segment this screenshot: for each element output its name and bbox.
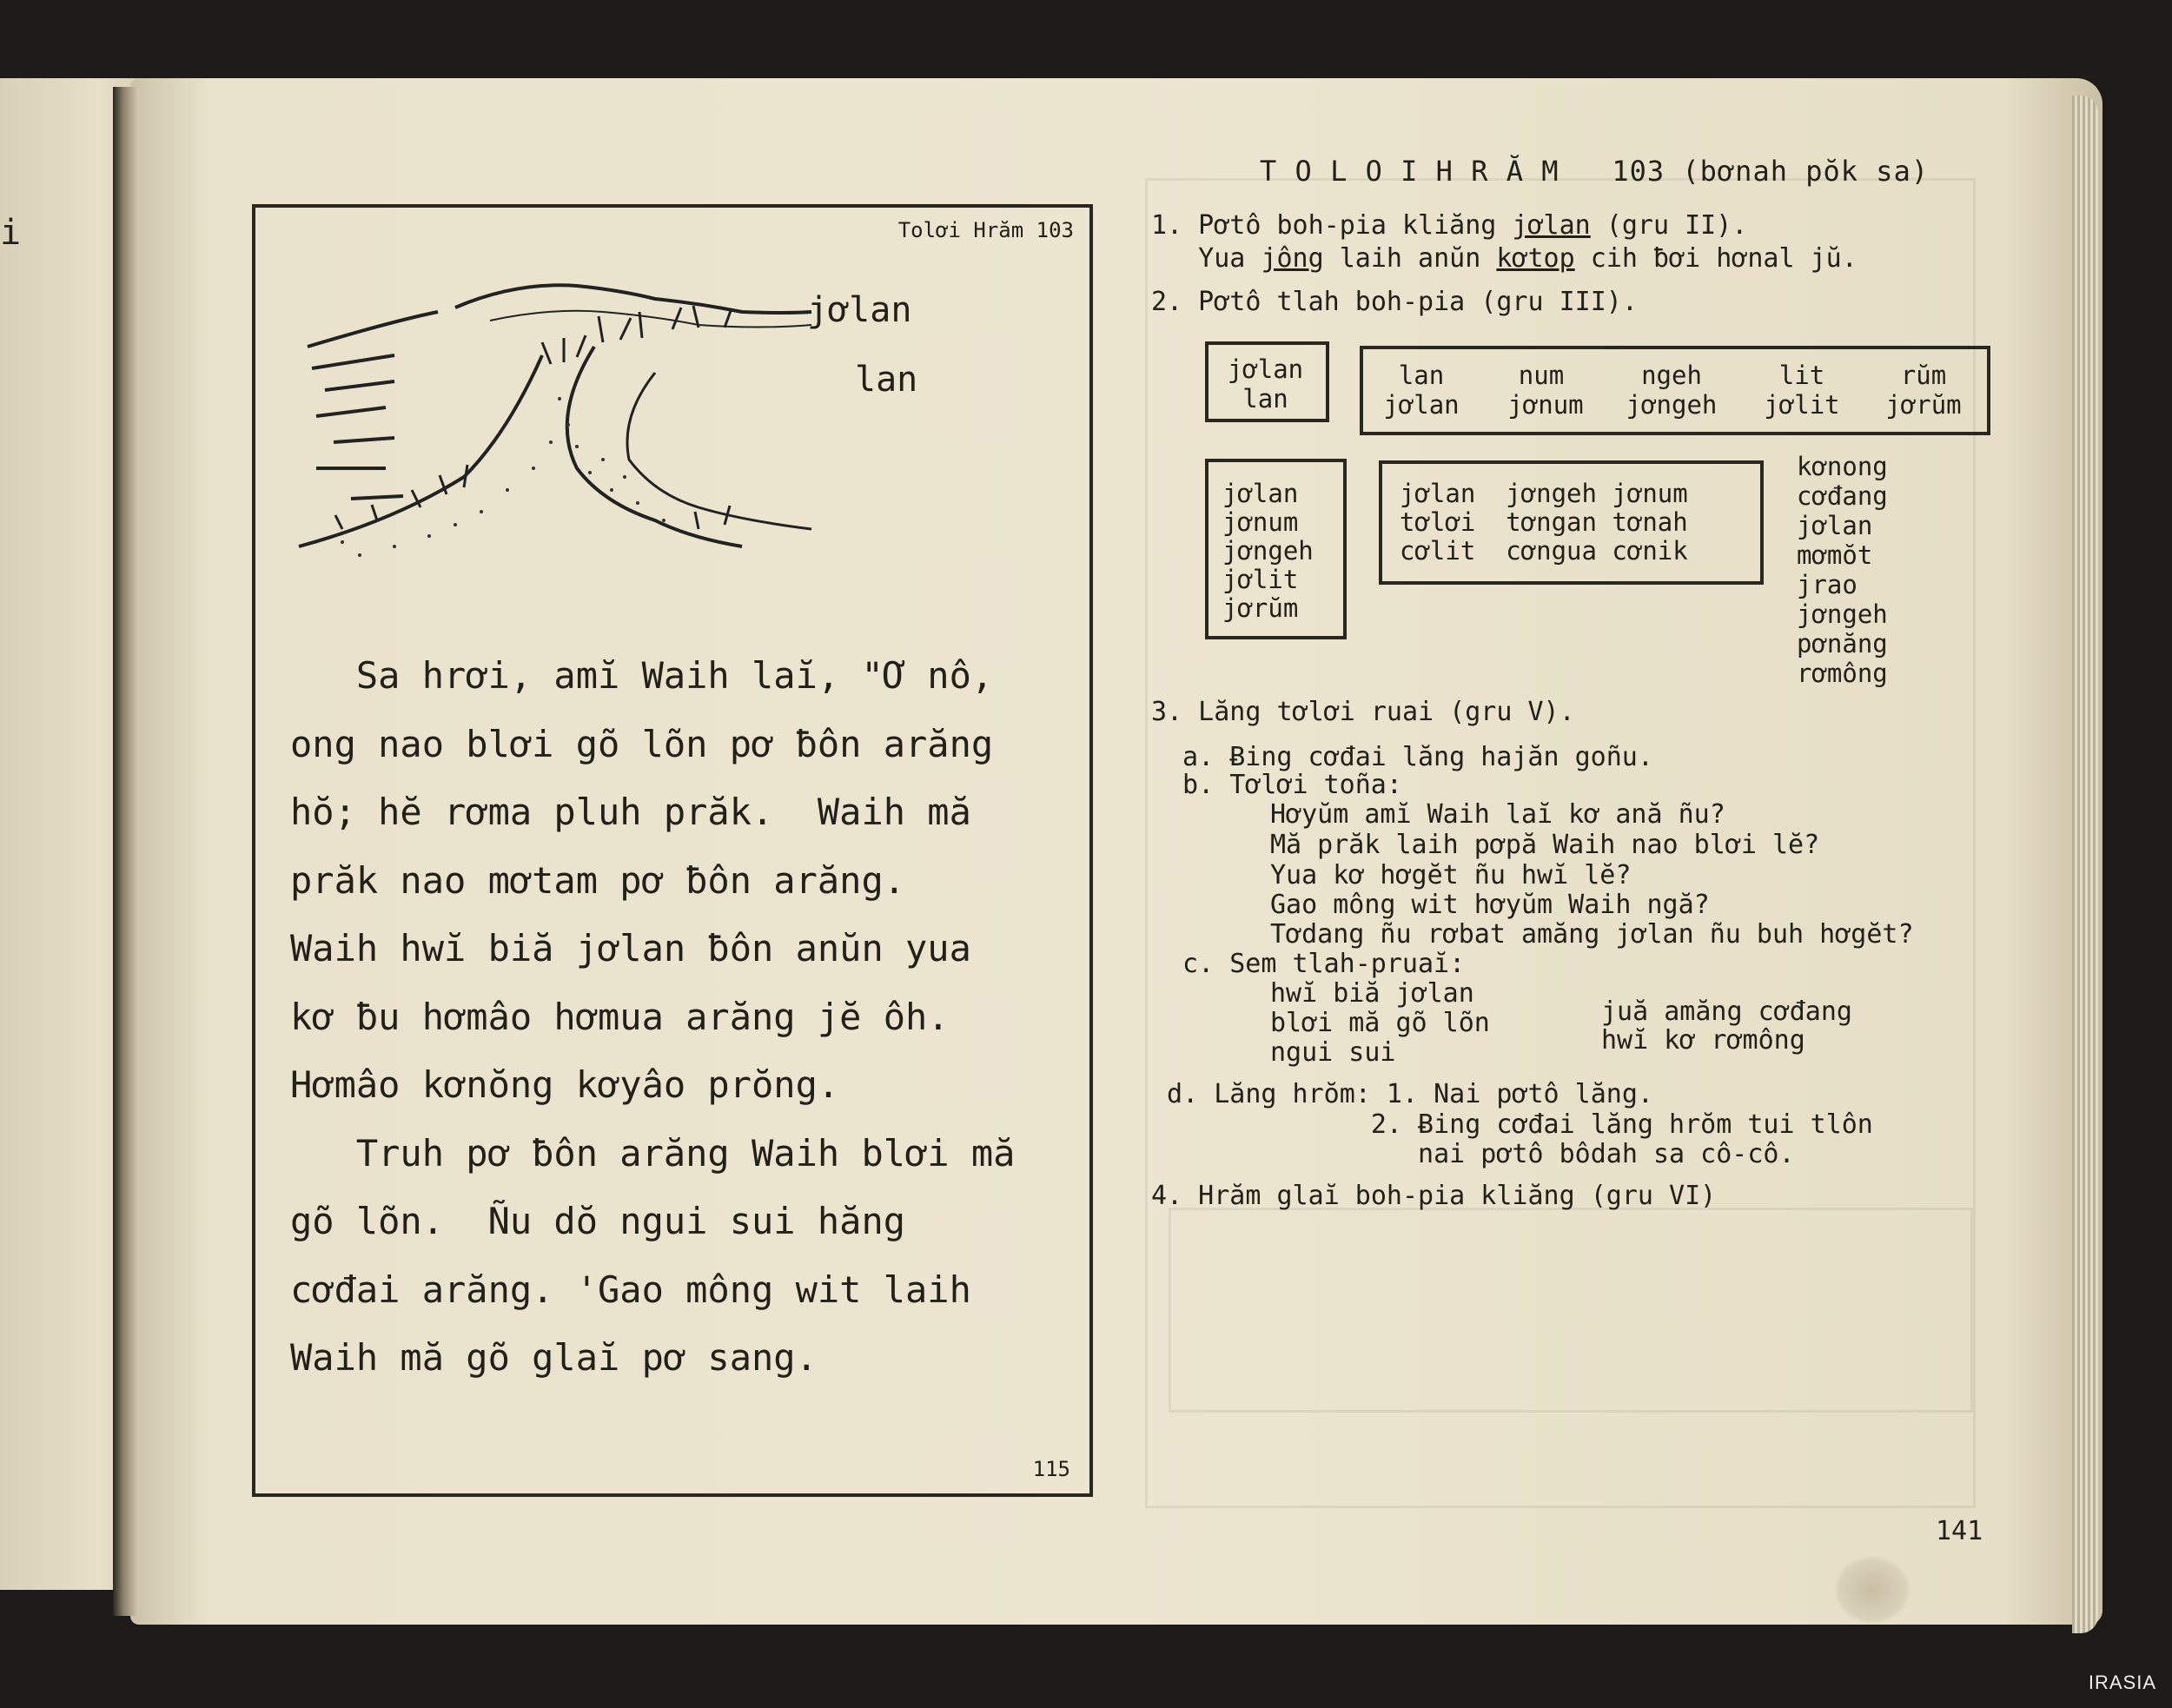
word-column-item: mơmŏt <box>1797 540 1873 570</box>
page-stack-edge <box>2072 96 2098 1633</box>
page-number: 141 <box>1936 1516 1983 1546</box>
pair-right: juă amăng cơđang <box>1601 996 1852 1027</box>
word-column-item: rơmông <box>1797 659 1888 688</box>
box-word: lit <box>1778 361 1825 390</box>
story-line: Truh pơ ƀôn arăng Waih blơi mă <box>290 1131 1016 1175</box>
story-line: prăk nao mơtam pơ ƀôn arăng. <box>290 858 906 902</box>
box-word: lan <box>1242 384 1288 414</box>
story-line: kơ ƀu hơmâo hơmua arăng jĕ ôh. <box>290 995 950 1038</box>
watermark: IRASIA <box>2088 1672 2156 1693</box>
pair-left: blơi mă gõ lõn <box>1270 1008 1490 1038</box>
word-column-item: jơlan <box>1797 511 1873 540</box>
text: cih ƀơi hơnal jŭ. <box>1574 243 1857 274</box>
word-box-4 <box>1379 460 1764 585</box>
story-line: Hơmâo kơnŏng kơyâo prŏng. <box>290 1063 840 1106</box>
reader-page-number: 115 <box>1032 1457 1070 1481</box>
story-line: hŏ; hĕ rơma pluh prăk. Waih mă <box>290 791 971 833</box>
left-page-edge-text: i <box>0 213 22 253</box>
box-word: jơlit <box>1764 390 1840 420</box>
exercise-4: 4. Hrăm glaĭ boh-pia kliăng (gru VI) <box>1151 1181 1717 1211</box>
exercise-3: 3. Lăng tơlơi ruai (gru V). <box>1151 697 1575 727</box>
box-row: cơlit cơngua cơnik <box>1400 536 1688 566</box>
story-line: ong nao blơi gõ lõn pơ ƀôn arăng <box>290 722 994 765</box>
box-word: jơlan <box>1227 354 1304 384</box>
box-word: jơlit <box>1222 565 1299 594</box>
exercise-3d: d. Lăng hrŏm: 1. Nai pơtô lăng. <box>1151 1079 1653 1109</box>
word-box-2 <box>1360 346 1990 435</box>
running-head-number: 103 <box>1612 155 1665 188</box>
exercise-1-key-word: jơlan <box>1512 210 1591 241</box>
box-row: tơlơi tơngan tơnah <box>1400 507 1688 537</box>
box-word: ngeh <box>1641 361 1702 390</box>
story-text <box>290 642 1072 1393</box>
question: Hơyŭm amĭ Waih laĭ kơ ană ñu? <box>1270 799 1725 830</box>
reader-page-header: Tolơi Hrăm 103 <box>897 218 1074 242</box>
box-word: jơnum <box>1507 390 1584 420</box>
word-column-item: jrao <box>1797 570 1857 599</box>
exercise-3b: b. Tơlơi toña: <box>1167 770 1402 800</box>
story-line: Waih hwĭ biă jơlan ƀôn anŭn yua <box>290 927 971 970</box>
text: Yua <box>1151 243 1261 274</box>
box-word: num <box>1518 361 1565 390</box>
reader-page <box>252 204 1093 1497</box>
question: Yua kơ hơgĕt ñu hwĭ lĕ? <box>1270 860 1632 890</box>
pair-right: hwĭ kơ rơmông <box>1601 1025 1805 1056</box>
show-through-box <box>1169 1208 1973 1413</box>
exercise-3d-3: nai pơtô bôdah sa cô-cô. <box>1151 1139 1795 1169</box>
running-head <box>1260 155 1929 188</box>
box-word: jơnum <box>1222 507 1299 537</box>
word-column-item: kơnong <box>1797 452 1888 481</box>
box-word: jơlan <box>1222 479 1299 508</box>
exercise-1-tail: (gru II). <box>1590 210 1748 241</box>
box-word: jơngeh <box>1626 390 1718 420</box>
book-gutter <box>113 87 139 1616</box>
box-word: jơlan <box>1383 390 1460 420</box>
exercise-1-text: 1. Pơtô boh-pia kliăng <box>1151 210 1513 241</box>
exercise-3c: c. Sem tlah-pruaĭ: <box>1167 949 1466 979</box>
question: Tơdang ñu rơbat amăng jơlan ñu buh hơgĕt? <box>1270 919 1914 950</box>
box-row: jơlan jơngeh jơnum <box>1400 479 1688 508</box>
exercise-3a: a. Ƀing cơđai lăng hajăn goñu. <box>1167 742 1653 772</box>
pair-left: ngui sui <box>1270 1037 1396 1068</box>
word-column-item: cơđang <box>1797 481 1888 511</box>
box-word: jơrŭm <box>1885 390 1962 420</box>
word-box-1 <box>1205 341 1329 422</box>
story-line: Sa hrơi, amĭ Waih laĭ, "Ơ nô, <box>290 654 994 697</box>
box-word: jơngeh <box>1222 536 1314 566</box>
word-column-item: pơnăng <box>1797 629 1888 659</box>
box-word: rŭm <box>1900 361 1947 390</box>
pair-left: hwĭ biă jơlan <box>1270 978 1474 1009</box>
exercise-1-line-2 <box>1151 242 1857 276</box>
picture-word-jolan: jơlan <box>807 290 912 330</box>
picture-word-lan: lan <box>855 360 918 400</box>
running-head-note: (bơnah pŏk sa) <box>1682 155 1930 188</box>
underlined-kotop: kơtop <box>1496 243 1575 274</box>
path-illustration <box>290 260 820 573</box>
story-line: cơđai arăng. 'Gao mông wit laih <box>290 1268 971 1311</box>
word-box-3 <box>1205 459 1347 639</box>
paper-stain <box>1833 1555 1911 1625</box>
story-line: gõ lõn. Ñu dŏ ngui sui hăng <box>290 1200 906 1242</box>
question: Mă prăk laih pơpă Waih nao blơi lĕ? <box>1270 830 1820 860</box>
word-column-item: jơngeh <box>1797 599 1888 629</box>
box-word: jơrŭm <box>1222 593 1299 623</box>
word-column <box>1797 452 1888 688</box>
exercise-3d-2: 2. Ƀing cơđai lăng hrŏm tui tlôn <box>1151 1109 1873 1140</box>
exercise-1 <box>1151 209 1747 243</box>
text: laih anŭn <box>1323 243 1497 274</box>
underlined-jong: jông <box>1261 243 1324 274</box>
running-head-title: T O L O I H R Ă M <box>1260 155 1559 188</box>
box-word: lan <box>1398 361 1445 390</box>
question: Gao mông wit hơyŭm Waih ngă? <box>1270 890 1710 920</box>
exercise-2: 2. Pơtô tlah boh-pia (gru III). <box>1151 287 1638 317</box>
story-line: Waih mă gõ glaĭ pơ sang. <box>290 1336 818 1379</box>
